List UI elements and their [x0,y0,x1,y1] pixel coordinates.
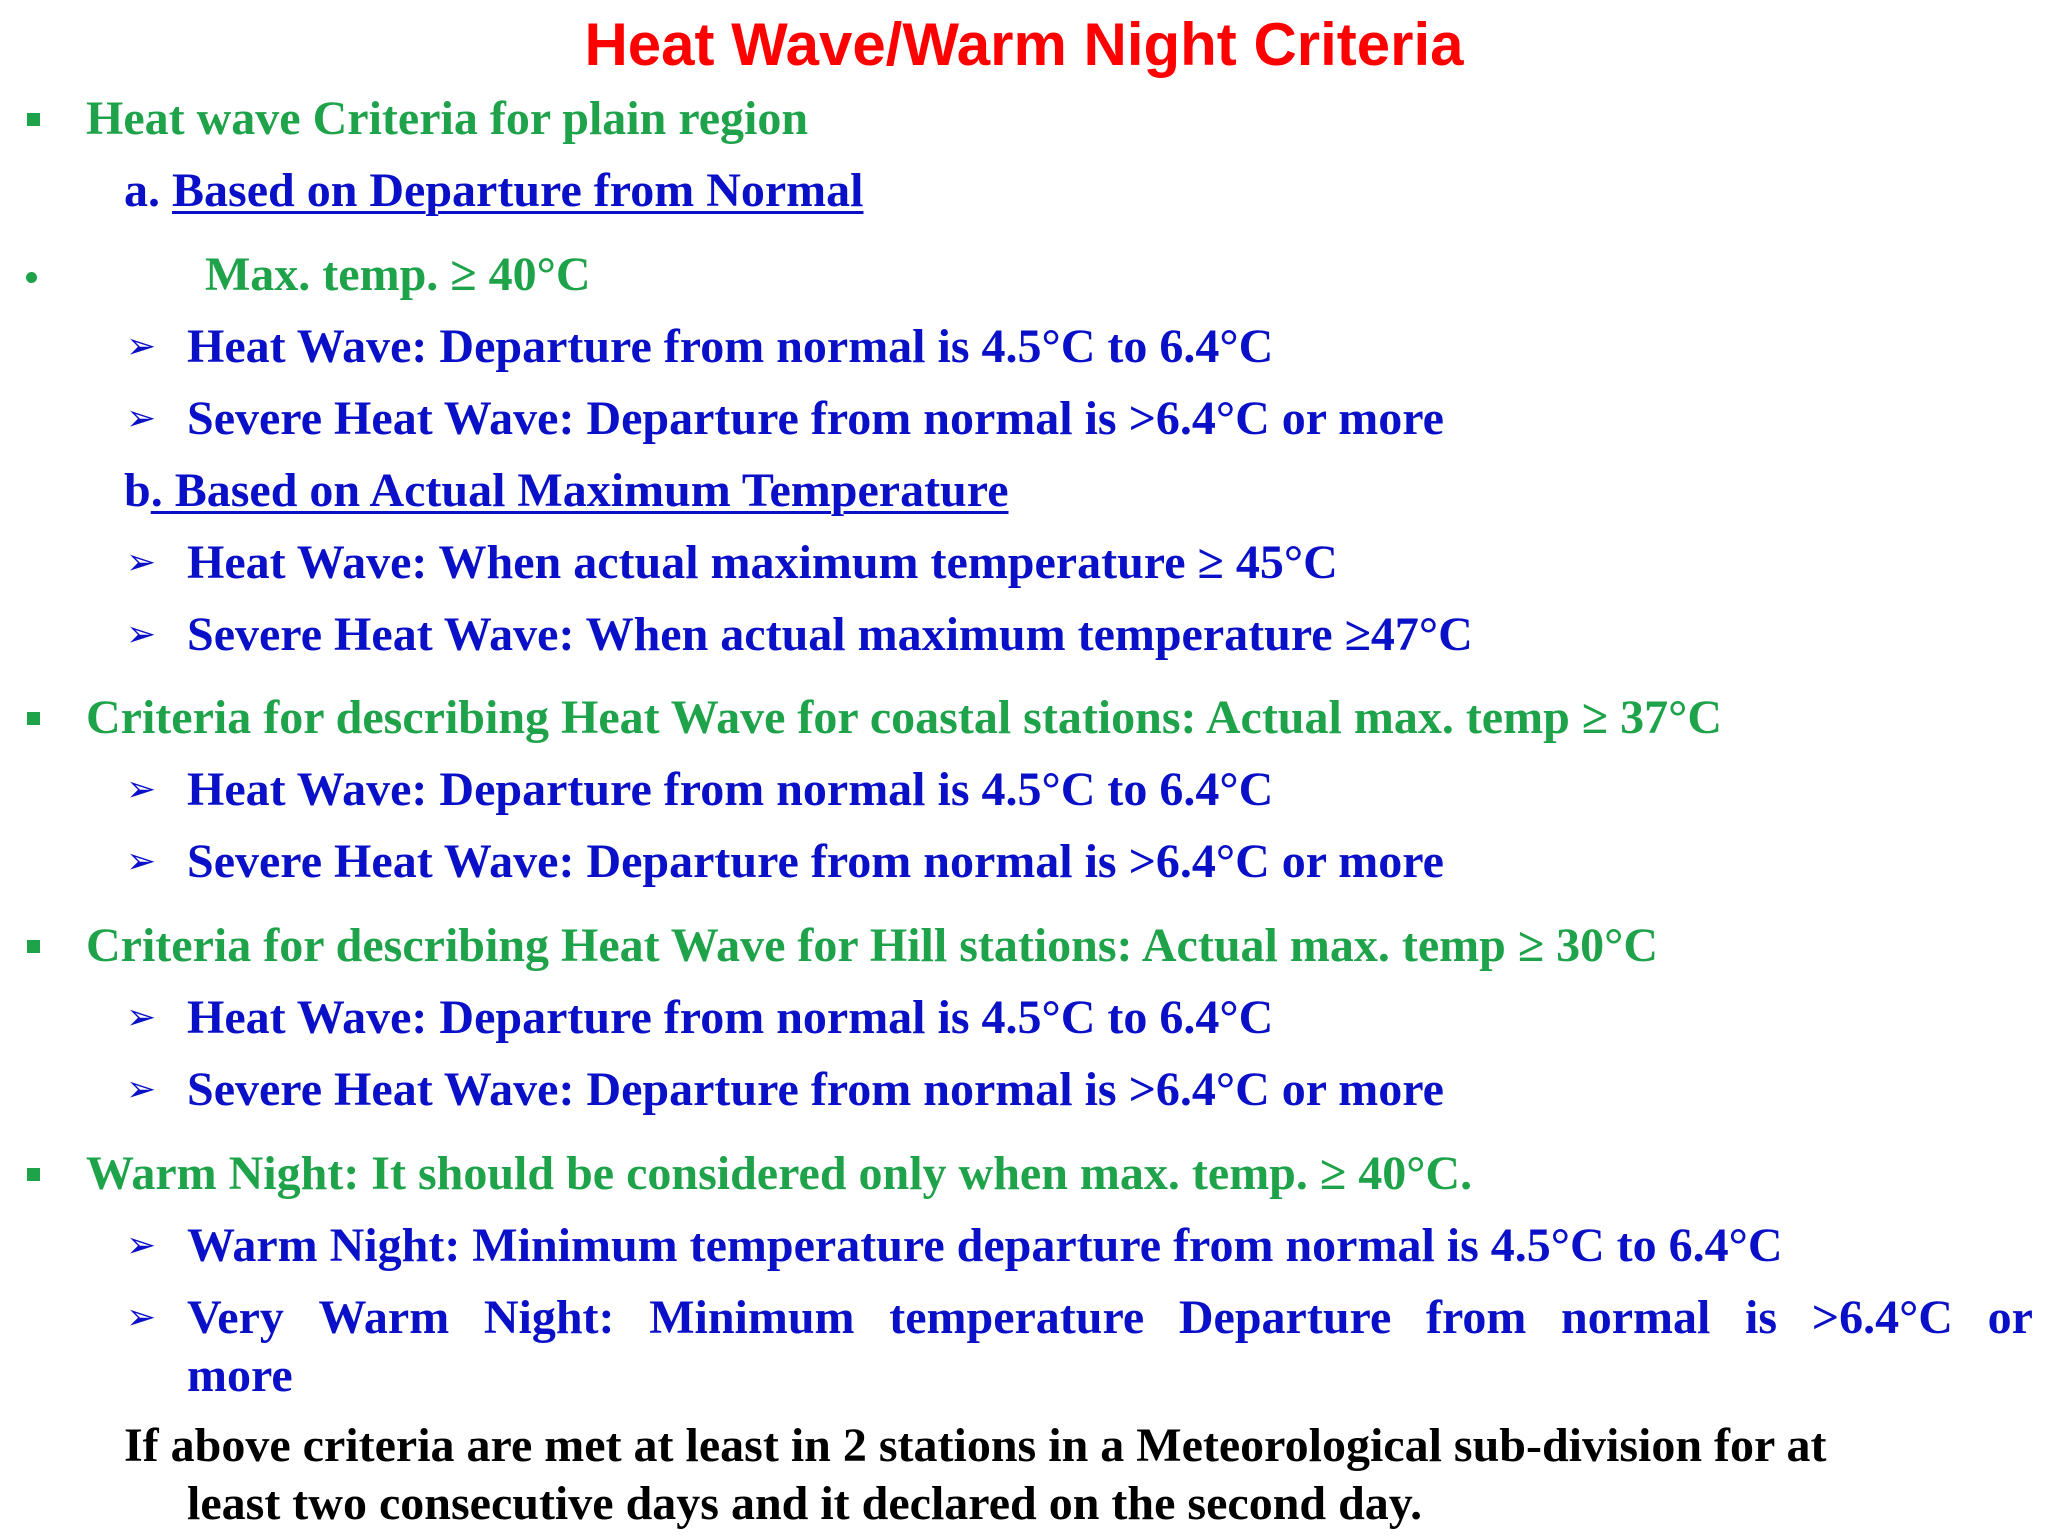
very-warm-night-word: Departure [1178,1291,1392,1344]
sub-heading-b-label: . Based on Actual Maximum Temperature [150,464,1009,517]
hill-item-2: Severe Heat Wave: Departure from normal is >6.4°C or more [187,1063,1444,1116]
plain-region-heading: Heat wave Criteria for plain region [86,92,809,145]
very-warm-night-word: >6.4°C [1811,1291,1953,1344]
arrow-bullet-icon: ➢ [126,1069,157,1110]
square-bullet-icon [27,712,40,725]
footer-note-line-1: If above criteria are met at least in 2 stations in a Meteorological sub-division for at [124,1419,1827,1472]
arrow-bullet-icon: ➢ [126,841,157,882]
very-warm-night-word: is [1745,1291,1778,1344]
plain-b-item-1: Heat Wave: When actual maximum temperature ≥ 45°C [187,536,1338,589]
coastal-item-1: Heat Wave: Departure from normal is 4.5°C to 6.4°C [187,763,1274,816]
sub-heading-a-label: Based on Departure from Normal [172,164,864,217]
very-warm-night-word: Very [187,1291,284,1344]
arrow-bullet-icon: ➢ [126,997,157,1038]
very-warm-night-word: from [1425,1291,1527,1344]
very-warm-night-word: Warm [318,1291,450,1344]
warm-night-item-1: Warm Night: Minimum temperature departure from normal is 4.5°C to 6.4°C [187,1219,1783,1272]
plain-a-item-1: Heat Wave: Departure from normal is 4.5°C to 6.4°C [187,320,1274,373]
square-bullet-icon [27,1168,40,1181]
slide-title: Heat Wave/Warm Night Criteria [584,11,1464,78]
very-warm-night-line [187,1288,2033,1348]
very-warm-night-word: Night: [483,1291,615,1344]
square-bullet-icon [27,940,40,953]
coastal-item-2: Severe Heat Wave: Departure from normal is >6.4°C or more [187,835,1444,888]
sub-heading-b [124,461,1009,521]
arrow-bullet-icon: ➢ [126,1225,157,1266]
sub-heading-a [124,161,863,221]
very-warm-night-word: normal [1561,1291,1711,1344]
arrow-bullet-icon: ➢ [126,542,157,583]
plain-a-item-2: Severe Heat Wave: Departure from normal is >6.4°C or more [187,392,1444,445]
very-warm-night-word: Minimum [649,1291,855,1344]
hill-heading: Criteria for describing Heat Wave for Hill stations: Actual max. temp ≥ 30°C [86,919,1659,972]
square-bullet-icon [27,113,40,126]
max-temp-criterion: Max. temp. ≥ 40°C [205,248,591,301]
arrow-bullet-icon: ➢ [126,614,157,655]
arrow-bullet-icon: ➢ [126,398,157,439]
footer-note-line-2: least two consecutive days and it declared on the second day. [187,1477,1423,1530]
sub-heading-a-prefix: a. [124,164,172,217]
arrow-bullet-icon: ➢ [126,326,157,367]
arrow-bullet-icon: ➢ [126,769,157,810]
coastal-heading: Criteria for describing Heat Wave for coastal stations: Actual max. temp ≥ 37°C [86,691,1722,744]
warm-night-heading: Warm Night: It should be considered only when max. temp. ≥ 40°C. [86,1147,1473,1200]
very-warm-night-word: or [1987,1291,2033,1344]
plain-b-item-2: Severe Heat Wave: When actual maximum temperature ≥47°C [187,608,1473,661]
arrow-bullet-icon: ➢ [126,1297,157,1338]
hill-item-1: Heat Wave: Departure from normal is 4.5°C to 6.4°C [187,991,1274,1044]
sub-heading-b-prefix: b [124,464,151,517]
very-warm-night-tail: more [187,1349,293,1402]
very-warm-night-word: temperature [889,1291,1145,1344]
round-bullet-icon [26,272,37,283]
